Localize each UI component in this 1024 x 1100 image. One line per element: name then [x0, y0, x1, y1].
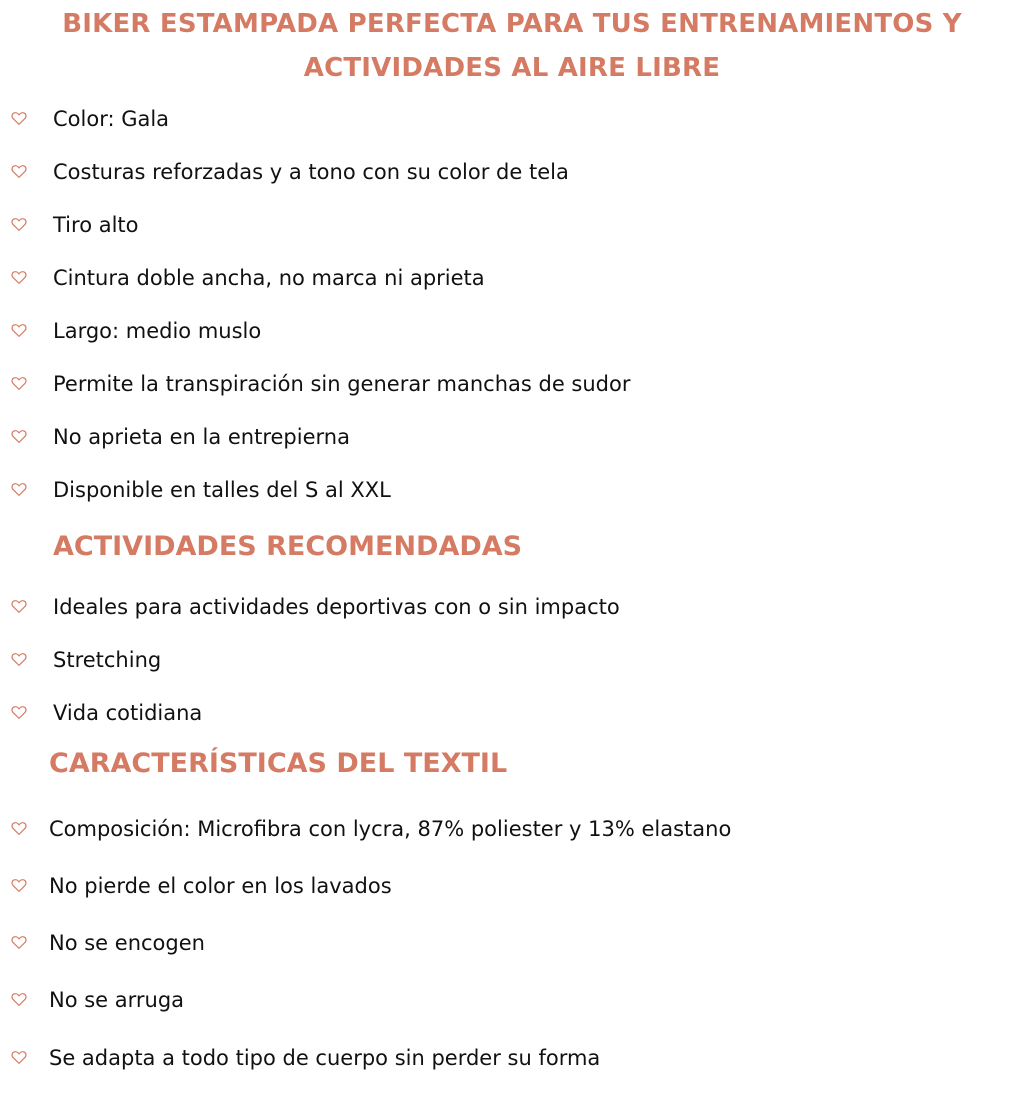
page-title-line-1: BIKER ESTAMPADA PERFECTA PARA TUS ENTRENAMIENTOS Y — [62, 9, 962, 39]
heart-icon — [10, 268, 28, 286]
heart-icon — [10, 109, 28, 127]
list-item — [0, 985, 1024, 1015]
heart-icon — [10, 933, 28, 951]
heart-icon — [10, 480, 28, 498]
list-item-label: No aprieta en la entrepierna — [53, 425, 350, 449]
heart-icon — [10, 650, 28, 668]
list-item-label: Color: Gala — [53, 107, 170, 131]
list-item-label: Cintura doble ancha, no marca ni aprieta — [53, 266, 485, 290]
heart-icon — [10, 819, 28, 837]
heart-icon — [10, 990, 28, 1008]
list-item — [0, 698, 1024, 728]
list-item — [0, 369, 1024, 399]
heart-icon — [10, 427, 28, 445]
list-item — [0, 210, 1024, 240]
list-item-label: Composición: Microfibra con lycra, 87% poliester y 13% elastano — [49, 817, 732, 841]
list-item — [0, 263, 1024, 293]
heart-icon — [10, 215, 28, 233]
list-item-label: Disponible en talles del S al XXL — [53, 478, 391, 502]
list-item-label: Se adapta a todo tipo de cuerpo sin perder su forma — [49, 1046, 601, 1070]
heart-icon — [10, 374, 28, 392]
page-title-line-2: ACTIVIDADES AL AIRE LIBRE — [303, 53, 721, 83]
heart-icon — [10, 321, 28, 339]
list-item — [0, 1043, 1024, 1073]
list-item-label: No se arruga — [49, 988, 185, 1012]
list-item — [0, 645, 1024, 675]
heart-icon — [10, 876, 28, 894]
section-heading-activities: ACTIVIDADES RECOMENDADAS — [53, 531, 523, 562]
list-item-label: Costuras reforzadas y a tono con su color de tela — [53, 160, 569, 184]
list-item-label: Tiro alto — [53, 213, 139, 237]
section-heading-textile: CARACTERÍSTICAS DEL TEXTIL — [49, 748, 508, 779]
list-item — [0, 104, 1024, 134]
list-item — [0, 157, 1024, 187]
list-item — [0, 422, 1024, 452]
list-item — [0, 814, 1024, 844]
list-item — [0, 592, 1024, 622]
list-item-label: Stretching — [53, 648, 162, 672]
list-item-label: No se encogen — [49, 931, 205, 955]
list-item-label: Permite la transpiración sin generar manchas de sudor — [53, 372, 631, 396]
list-item — [0, 316, 1024, 346]
heart-icon — [10, 1048, 28, 1066]
page-title — [0, 2, 1024, 90]
list-item — [0, 475, 1024, 505]
heart-icon — [10, 703, 28, 721]
list-item-label: No pierde el color en los lavados — [49, 874, 392, 898]
list-item-label: Largo: medio muslo — [53, 319, 262, 343]
list-item-label: Ideales para actividades deportivas con o sin impacto — [53, 595, 620, 619]
heart-icon — [10, 162, 28, 180]
heart-icon — [10, 597, 28, 615]
list-item — [0, 871, 1024, 901]
list-item — [0, 928, 1024, 958]
list-item-label: Vida cotidiana — [53, 701, 203, 725]
